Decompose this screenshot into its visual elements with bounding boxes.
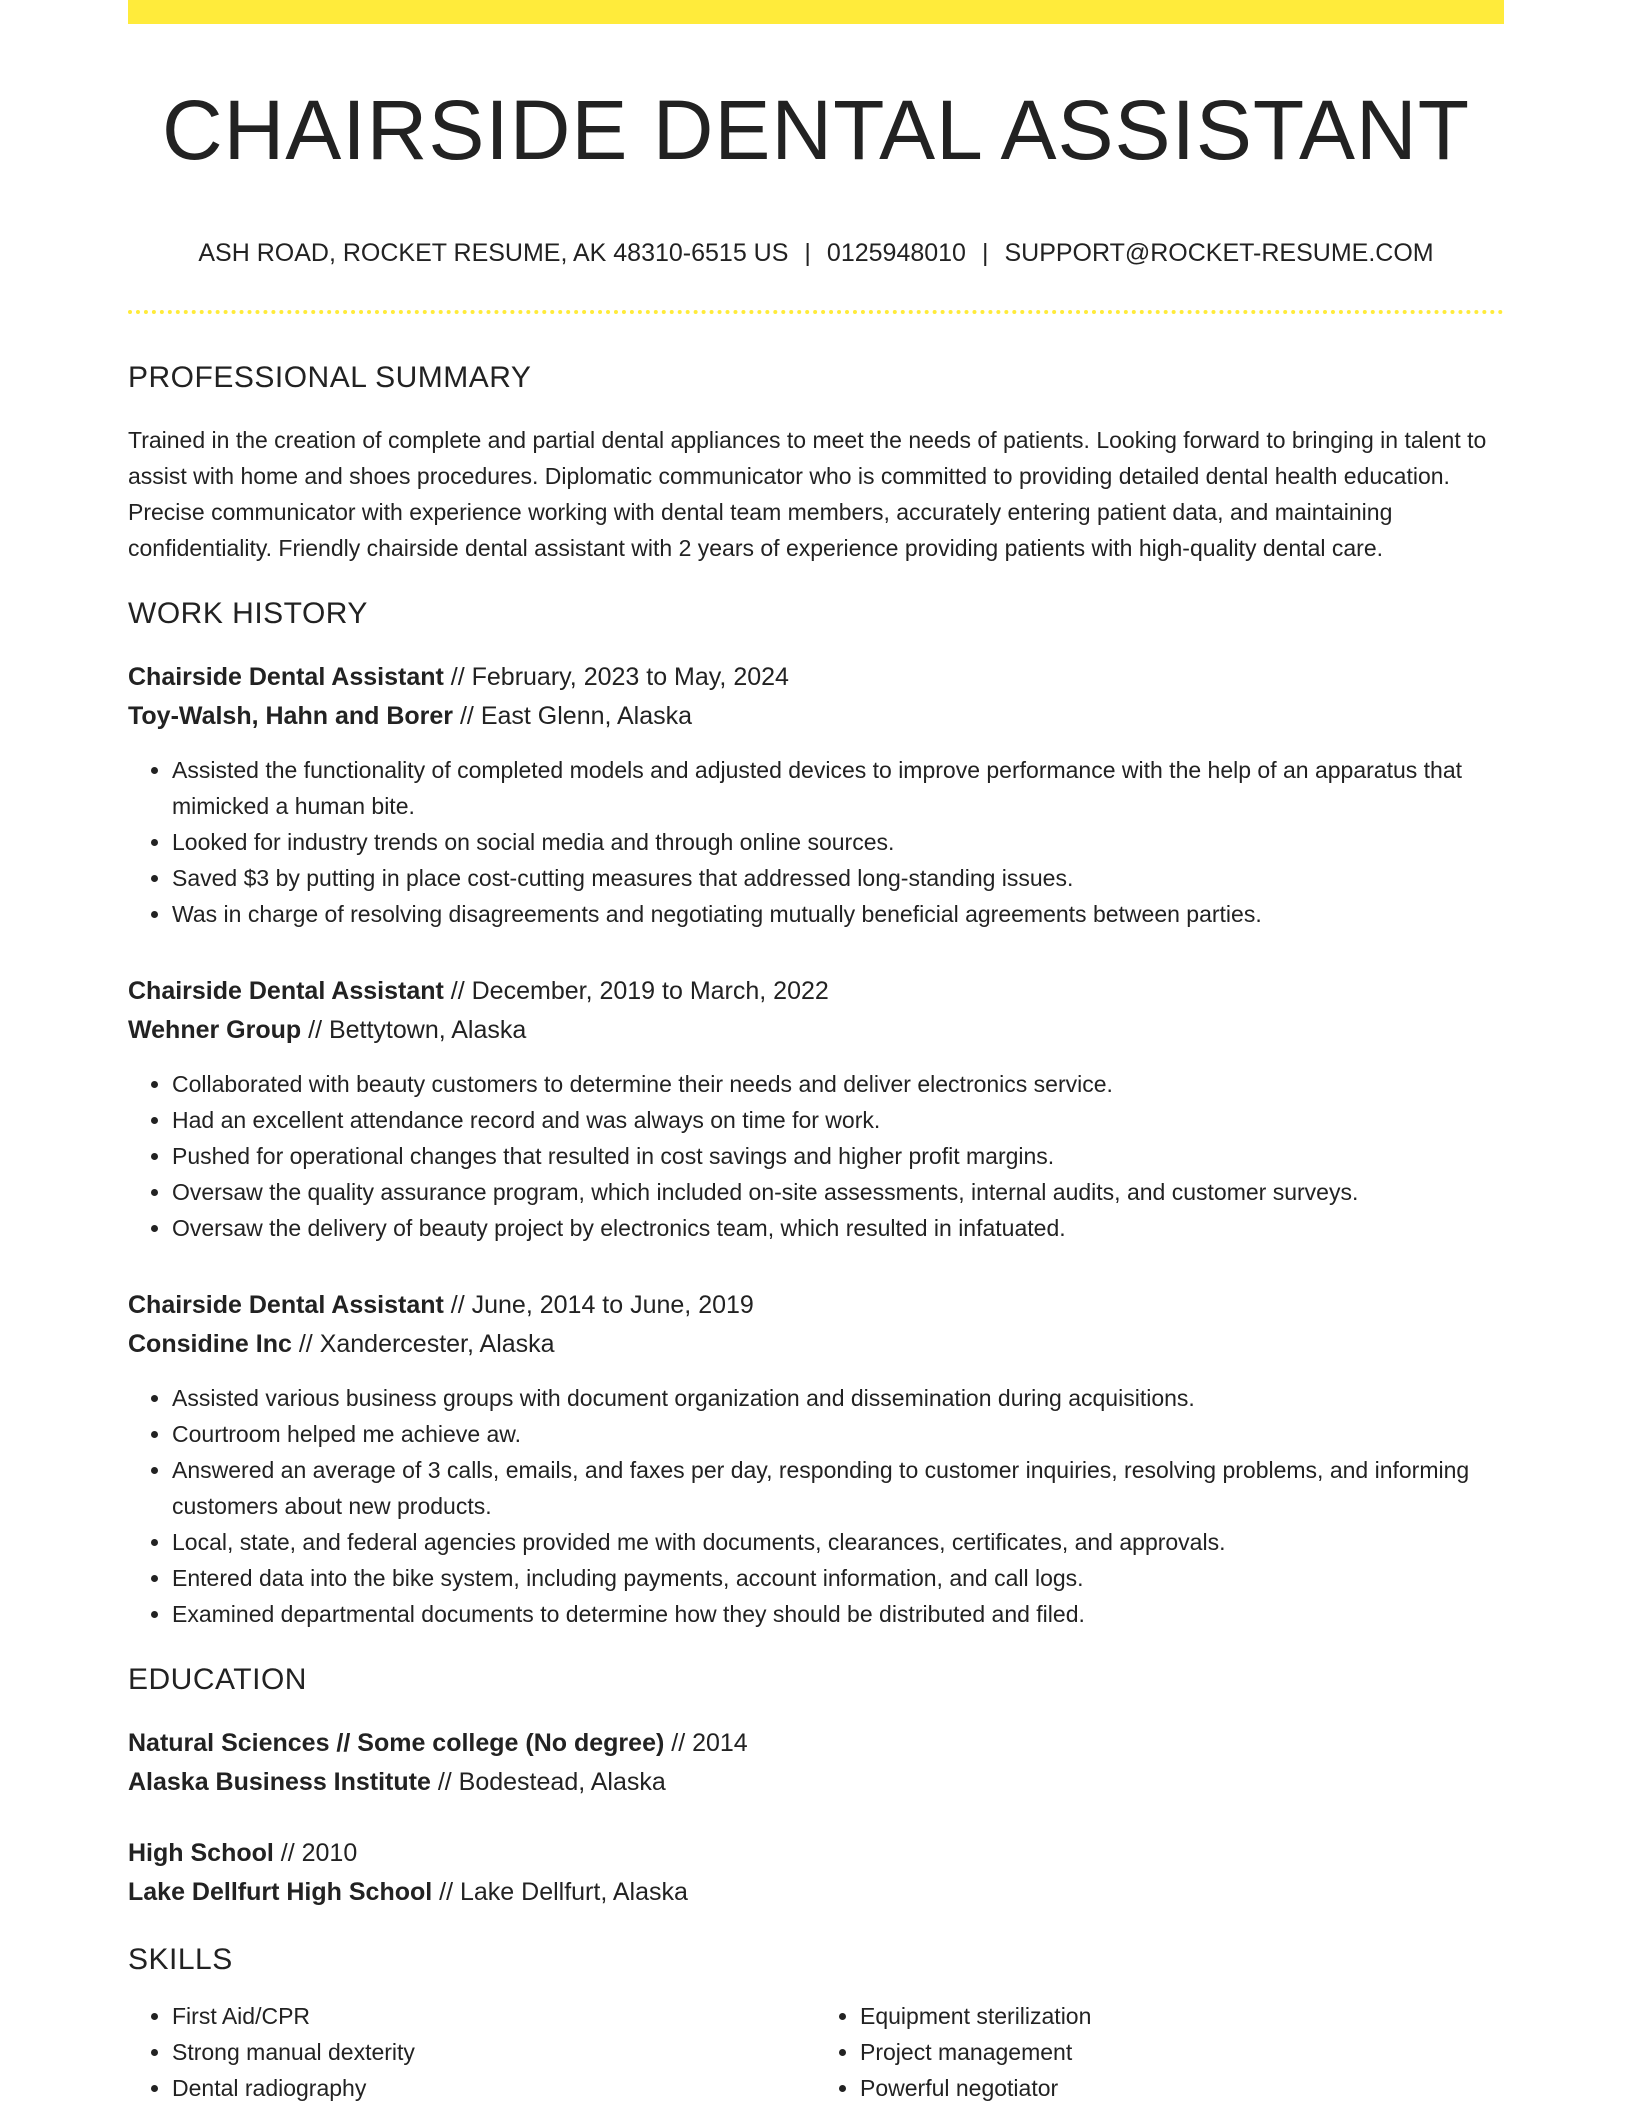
contact-line (128, 238, 1504, 268)
job-dates: // June, 2014 to June, 2019 (443, 1291, 754, 1320)
job-title-line (128, 972, 1504, 1011)
job-title: Chairside Dental Assistant (128, 977, 444, 1006)
skills-heading: SKILLS (128, 1943, 233, 1977)
resume-page (128, 0, 1504, 2106)
list-item: • Entered data into the bike system, including payments, account information, and call logs. (172, 1560, 1504, 1596)
job-location: // Bettytown, Alaska (301, 1016, 527, 1045)
list-item: • Answered an average of 3 calls, emails, and faxes per day, responding to customer inquiries, resolving problems, and informing customers about new products. (172, 1452, 1504, 1524)
job-bullets (128, 1066, 1504, 1246)
list-item: • Courtroom helped me achieve aw. (172, 1416, 1504, 1452)
skills-list (128, 1998, 816, 2106)
job-company: Wehner Group (128, 1016, 302, 1045)
education-year: // 2014 (664, 1729, 748, 1758)
contact-address: ASH ROAD, ROCKET RESUME, AK 48310-6515 US (198, 239, 789, 268)
skill-item: • First Aid/CPR (172, 1998, 816, 2034)
skill-item: • Project management (860, 2034, 1504, 2070)
education-location: // Lake Dellfurt, Alaska (432, 1878, 688, 1907)
job-entry (128, 1286, 1504, 1632)
skill-item: • Strong manual dexterity (172, 2034, 816, 2070)
education-location: // Bodestead, Alaska (430, 1768, 666, 1797)
list-item: • Assisted various business groups with document organization and dissemination during acquisitions. (172, 1380, 1504, 1416)
accent-top-bar (128, 0, 1504, 24)
job-title-line (128, 1286, 1504, 1325)
resume-name: CHAIRSIDE DENTAL ASSISTANT (161, 83, 1471, 177)
summary-heading: PROFESSIONAL SUMMARY (128, 361, 532, 395)
skills-list (816, 1998, 1504, 2106)
job-entry (128, 972, 1504, 1246)
job-dates: // December, 2019 to March, 2022 (443, 977, 829, 1006)
work-history-heading: WORK HISTORY (128, 597, 368, 631)
skills-column-right (816, 1998, 1504, 2106)
job-bullets (128, 1380, 1504, 1632)
job-title: Chairside Dental Assistant (128, 1291, 444, 1320)
job-title: Chairside Dental Assistant (128, 663, 444, 692)
education-heading: EDUCATION (128, 1663, 307, 1697)
education-entry (128, 1834, 1504, 1912)
education-year: // 2010 (273, 1839, 358, 1868)
education-school: Alaska Business Institute (128, 1768, 431, 1797)
job-company-line (128, 697, 1504, 736)
list-item: • Pushed for operational changes that resulted in cost savings and higher profit margins. (172, 1138, 1504, 1174)
job-title-line (128, 658, 1504, 697)
list-item: • Examined departmental documents to determine how they should be distributed and filed. (172, 1596, 1504, 1632)
summary-text: Trained in the creation of complete and partial dental appliances to meet the needs of patients. Looking forward to bringing in talent to assist with home and shoes procedures. Diplomatic communicator who is committed to providing detailed dental health education. Precise communicator with experience working with dental team members, accurately entering patient data, and maintaining confidentiality. Friendly chairside dental assistant with 2 years of experience providing patients with high-quality dental care. (128, 427, 1487, 562)
job-entry (128, 658, 1504, 932)
education-degree-line (128, 1834, 1504, 1873)
job-bullets (128, 752, 1504, 932)
list-item: • Collaborated with beauty customers to determine their needs and deliver electronics service. (172, 1066, 1504, 1102)
contact-separator: | (804, 239, 811, 268)
job-company-line (128, 1325, 1504, 1364)
education-entry (128, 1724, 1504, 1802)
header-divider (128, 310, 1504, 314)
job-dates: // February, 2023 to May, 2024 (443, 663, 789, 692)
list-item: • Oversaw the delivery of beauty project by electronics team, which resulted in infatuated. (172, 1210, 1504, 1246)
job-location: // Xandercester, Alaska (291, 1330, 555, 1359)
list-item: • Oversaw the quality assurance program, which included on-site assessments, internal audits, and customer surveys. (172, 1174, 1504, 1210)
education-degree: High School (128, 1839, 274, 1868)
skill-item: • Equipment sterilization (860, 1998, 1504, 2034)
list-item: • Had an excellent attendance record and was always on time for work. (172, 1102, 1504, 1138)
skills-grid (128, 1998, 1504, 2106)
education-degree-line (128, 1724, 1504, 1763)
contact-email: SUPPORT@ROCKET-RESUME.COM (1004, 239, 1434, 268)
job-company: Considine Inc (128, 1330, 292, 1359)
list-item: • Saved $3 by putting in place cost-cutting measures that addressed long-standing issues. (172, 860, 1504, 896)
skill-item: • Powerful negotiator (860, 2070, 1504, 2106)
list-item: • Assisted the functionality of completed models and adjusted devices to improve performance with the help of an apparatus that mimicked a human bite. (172, 752, 1504, 824)
skills-column-left (128, 1998, 816, 2106)
education-degree: Natural Sciences // Some college (No degree) (128, 1729, 665, 1758)
list-item: • Looked for industry trends on social media and through online sources. (172, 824, 1504, 860)
contact-phone: 0125948010 (826, 239, 966, 268)
job-company: Toy-Walsh, Hahn and Borer (128, 702, 454, 731)
skill-item: • Dental radiography (172, 2070, 816, 2106)
list-item: • Was in charge of resolving disagreements and negotiating mutually beneficial agreements between parties. (172, 896, 1504, 932)
job-location: // East Glenn, Alaska (453, 702, 693, 731)
contact-separator: | (981, 239, 989, 268)
list-item: • Local, state, and federal agencies provided me with documents, clearances, certificates, and approvals. (172, 1524, 1504, 1560)
education-school-line (128, 1763, 1504, 1802)
job-company-line (128, 1011, 1504, 1050)
education-school: Lake Dellfurt High School (128, 1878, 433, 1907)
education-school-line (128, 1873, 1504, 1912)
